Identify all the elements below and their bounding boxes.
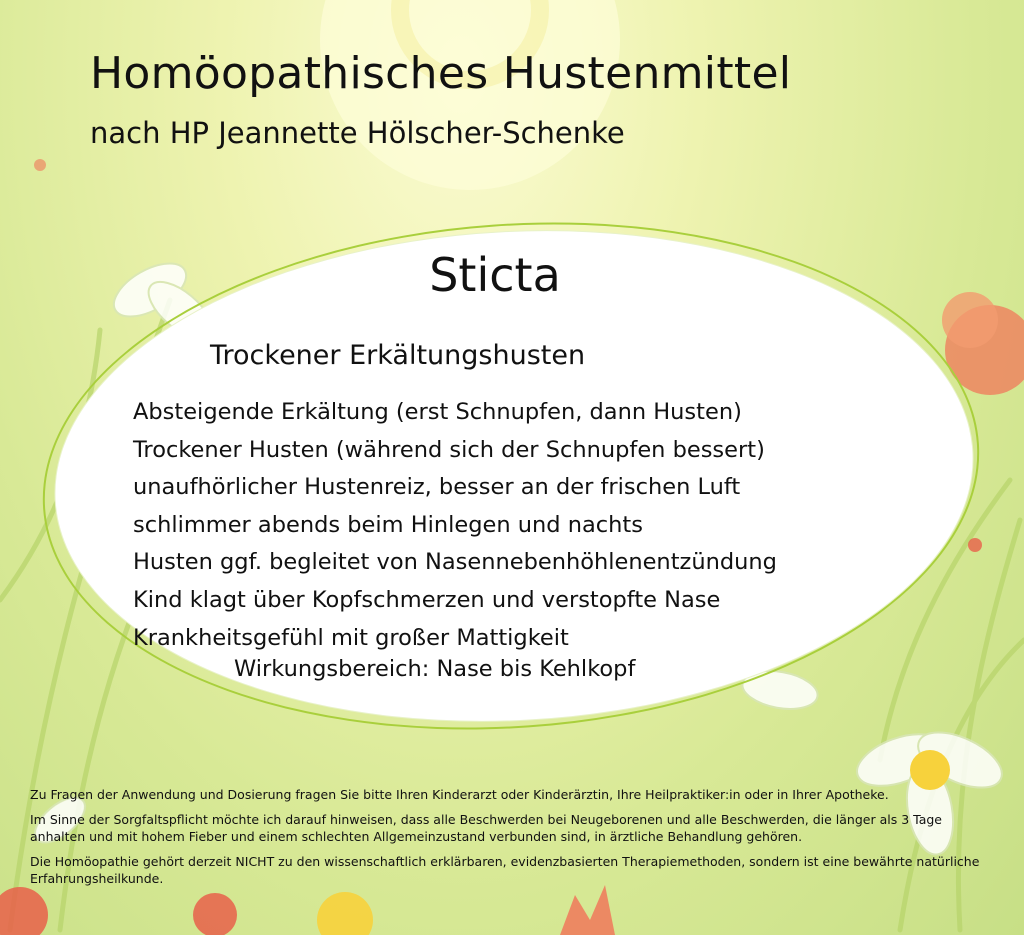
evidence-note: Die Homöopathie gehört derzeit NICHT zu den wissenschaftlich erklärbaren, evidenzbasierten Therapiemethoden, sondern ist eine bewährte natürliche Erfahrungsheilkunde. xyxy=(30,854,980,886)
page-title: Homöopathisches Hustenmittel xyxy=(90,48,792,99)
symptom-item: Trockener Husten (während sich der Schnupfen bessert) xyxy=(133,436,765,463)
symptom-list xyxy=(133,394,777,657)
dosage-note: Zu Fragen der Anwendung und Dosierung fragen Sie bitte Ihren Kinderarzt oder Kinderärztin, Ihre Heilpraktiker:in oder in Ihrer Apotheke. xyxy=(30,787,889,802)
symptom-item: Krankheitsgefühl mit großer Mattigkeit xyxy=(133,624,569,651)
effect-range: Wirkungsbereich: Nase bis Kehlkopf xyxy=(234,656,636,682)
indication-heading: Trockener Erkältungshusten xyxy=(210,340,586,371)
symptom-item: schlimmer abends beim Hinlegen und nachts xyxy=(133,511,643,538)
symptom-item: Kind klagt über Kopfschmerzen und verstopfte Nase xyxy=(133,586,721,613)
symptom-item: Husten ggf. begleitet von Nasennebenhöhlenentzündung xyxy=(133,549,777,576)
author-subtitle: nach HP Jeannette Hölscher-Schenke xyxy=(90,116,625,150)
symptom-item: Absteigende Erkältung (erst Schnupfen, dann Husten) xyxy=(133,399,742,425)
symptom-item: unaufhörlicher Hustenreiz, besser an der frischen Luft xyxy=(133,474,741,501)
remedy-name: Sticta xyxy=(429,248,561,302)
disclaimer xyxy=(30,786,1000,895)
care-note: Im Sinne der Sorgfaltspflicht möchte ich darauf hinweisen, dass alle Beschwerden bei Neugeborenen und alle Beschwerden, die länger als 3 Tage anhalten und mit hohem Fieber und einem schlechten Allgemeinzustand verbunden sind, in ärztliche Behandlung gehören. xyxy=(30,812,942,844)
